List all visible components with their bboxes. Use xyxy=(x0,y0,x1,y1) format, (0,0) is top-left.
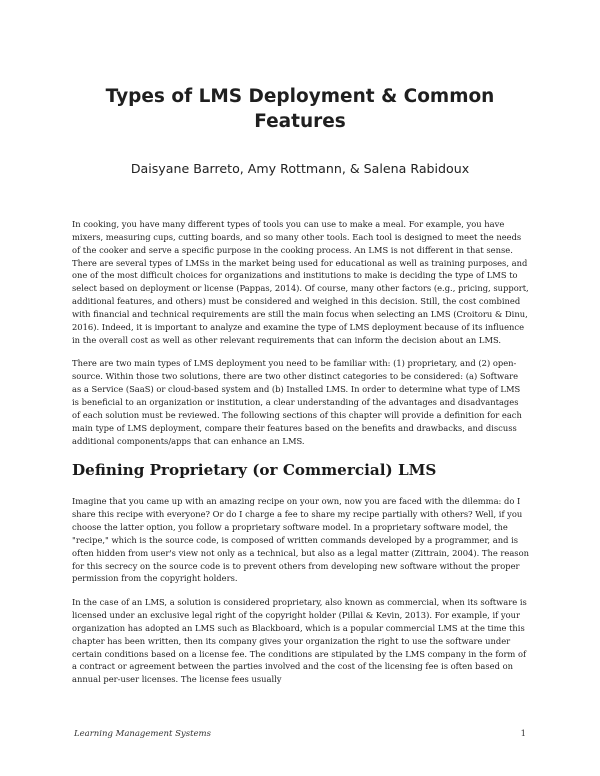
section-heading: Defining Proprietary (or Commercial) LMS xyxy=(72,461,437,480)
page-title: Types of LMS Deployment & Common Features xyxy=(105,86,495,133)
page-number: 1 xyxy=(520,729,526,739)
paragraph-intro-1: In cooking, you have many different types of tools you can use to make a meal. For example, you have mixers, measuring cups, cutting boards, and so many other tools. Each tool is designed to meet the needs of the cooker and serve a specific purpose in the cooking process. An LMS is not different in that sense. There are several types of LMSs in the market being used for educational as well as training purposes, and one of the most difficult choices for organizations and institutions to make is deciding the type of LMS to select based on deployment or license (Pappas, 2014). Of course, many other factors (e.g., pricing, support, additional features, and others) must be considered and weighed in this decision. Still, the cost combined with financial and technical requirements are still the main focus when selecting an LMS (Croitoru & Dinu, 2016). Indeed, it is important to analyze and examine the type of LMS deployment because of its influence in the overall cost as well as other relevant requirements that can inform the decision about an LMS. xyxy=(72,219,529,345)
paragraph-section-2: In the case of an LMS, a solution is considered proprietary, also known as commercial, when its software is licensed under an exclusive legal right of the copyright holder (Pillai & Kevin, 2013). For example, if your organization has adopted an LMS such as Blackboard, which is a popular commercial LMS at the time this chapter has been written, then its company gives your organization the right to use the software under certain conditions based on a license fee. The conditions are stipulated by the LMS company in the form of a contract or agreement between the parties involved and the cost of the licensing fee is often based on annual per-user licenses. The license fees usually xyxy=(72,597,527,685)
author-line: Daisyane Barreto, Amy Rottmann, & Salena Rabidoux xyxy=(130,161,470,176)
footer-book-title: Learning Management Systems xyxy=(74,729,211,739)
paragraph-intro-2: There are two main types of LMS deployment you need to be familiar with: (1) proprietary, and (2) open-source. Within those two solutions, there are two other distinct categories to be considered: (a) Software as a Service (SaaS) or cloud-based system and (b) Installed LMS. In order to determine what type of LMS is beneficial to an organization or institution, a clear understanding of the advantages and disadvantages of each solution must be reviewed. The following sections of this chapter will provide a definition for each main type of LMS deployment, compare their features based on the benefits and drawbacks, and discuss additional components/apps that can enhance an LMS. xyxy=(72,358,522,446)
body-text xyxy=(72,218,529,697)
paragraph-section-1: Imagine that you came up with an amazing recipe on your own, now you are faced with the dilemma: do I share this recipe with everyone? Or do I charge a fee to share my recipe partially with others? Well, if you choose the latter option, you follow a proprietary software model. In a proprietary software model, the "recipe," which is the source code, is composed of written commands developed by a programmer, and is often hidden from user's view not only as a technical, but also as a legal matter (Zittrain, 2004). The reason for this secrecy on the source code is to prevent others from developing new software without the proper permission from the copyright holders. xyxy=(72,496,529,584)
